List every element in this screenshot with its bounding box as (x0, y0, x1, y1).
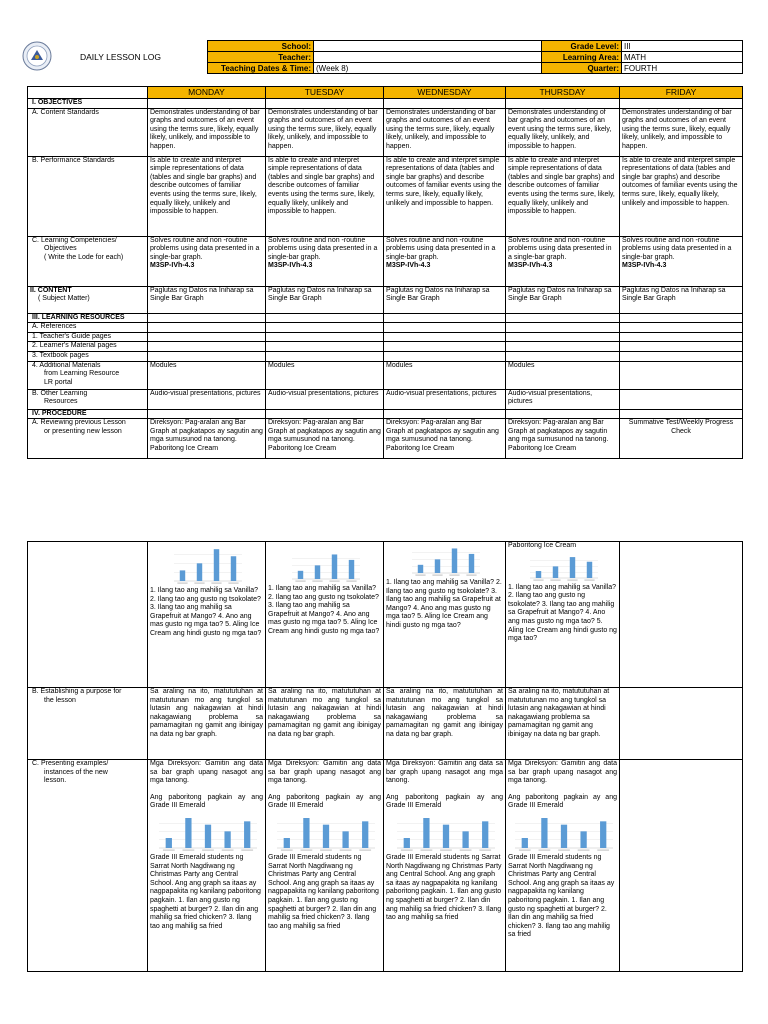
chart-bar (541, 818, 547, 848)
other-label (28, 389, 148, 409)
chart-tick-label (518, 849, 530, 850)
chart-tick-label (567, 579, 577, 580)
performance-wed: Is able to create and interpret simple representations of data (tables and single bar graphs) and describe outcomes of familiar events using the terms sure, likely, equally likely, unlikely and impossible to happen. (384, 156, 506, 236)
chart-tick-label (597, 849, 609, 850)
modules-tue: Modules (266, 361, 384, 389)
chart-bar (204, 825, 210, 848)
competency-label-line3: ( Write the Lode for each) (44, 253, 124, 261)
purpose-label (28, 688, 148, 760)
chart-bar (521, 838, 527, 848)
bar-chart-thu (524, 553, 602, 583)
other-mon: Audio-visual presentations, pictures (148, 389, 266, 409)
chart-bar (434, 559, 439, 573)
chart-tick-label (228, 583, 238, 584)
chart-bar (303, 818, 309, 848)
content-standards-wed: Demonstrates understanding of bar graphs and outcomes of an event using the terms sure, likely, equally likely, unlikely, and impossible to happen. (384, 108, 506, 156)
other-thu: Audio-visual presentations, pictures (506, 389, 620, 409)
dates-label: Teaching Dates & Time: (208, 63, 314, 74)
modules-thu: Modules (506, 361, 620, 389)
examples-intro: Mga Direksyon: Gamitin ang data sa bar graph upang nasagot ang mga tanong. (268, 760, 381, 785)
references-label: A. References (28, 323, 148, 333)
examples-mon (148, 760, 266, 972)
chart-tick-label (400, 849, 412, 850)
tg-label: 1. Teacher's Guide pages (28, 332, 148, 342)
chart-tick-label (194, 583, 204, 584)
chart-tick-label (182, 849, 194, 850)
content-label (28, 286, 148, 313)
chart-tick-label (346, 581, 356, 582)
food-chart-mon (153, 813, 261, 853)
performance-thu: Is able to create and interpret simple representations of data (tables and single bar graphs) and describe outcomes of familiar events using the terms sure, likely, equally likely, unlikely and impossible to happen. (506, 156, 620, 236)
chart-bar (314, 565, 319, 579)
day-thursday: THURSDAY (506, 87, 620, 99)
header-table (207, 40, 742, 74)
questions-thu (506, 542, 620, 688)
content-mon: Paglutas ng Datos na Iniharap sa Single Bar Graph (148, 286, 266, 313)
other-line1: B. Other Learning (32, 389, 88, 397)
examples-tue (266, 760, 384, 972)
examples-line3: lesson. (44, 777, 67, 785)
chart-bar (417, 565, 422, 573)
chart-bar (362, 821, 368, 848)
chart-bar (451, 548, 456, 573)
competency-text: Solves routine and non -routine problems using data presented in a single-bar graph. (150, 236, 260, 261)
competency-label (28, 236, 148, 286)
chart-tick-label (312, 581, 322, 582)
additional-line1: 4. Additional Materials (32, 361, 101, 369)
day-monday: MONDAY (148, 87, 266, 99)
bar-chart-mon (168, 544, 246, 586)
competency-code: M3SP-IVh-4.3 (622, 262, 667, 270)
additional-line3: LR portal (44, 378, 73, 386)
questions-text: 1. Ilang tao ang mahilig sa Vanilla? 2. Ilang tao ang gusto ng tsokolate? 3. Ilang tao ang mahilig sa Grapefruit at Mango? 4. Ano ang mas gusto ng mga tao? 5. Aling Ice Cream ang hindi gusto ng mga tao? (386, 579, 502, 629)
content-standards-label: A. Content Standards (28, 108, 148, 156)
lesson-table-page1 (27, 86, 742, 459)
deped-logo (22, 41, 52, 71)
resources-heading: III. LEARNING RESOURCES (28, 313, 148, 323)
food-chart-wed (391, 813, 499, 853)
chart-tick-label (420, 849, 432, 850)
day-friday: FRIDAY (620, 87, 743, 99)
competency-text: Solves routine and non -routine problems using data presented in a single-bar graph. (268, 236, 378, 261)
chart-tick-label (202, 849, 214, 850)
bar-chart-tue (286, 550, 364, 584)
chart-tick-label (339, 849, 351, 850)
bar-chart-wed (406, 544, 484, 578)
quarter-value: FOURTH (622, 63, 743, 74)
chart-bar (569, 557, 574, 578)
examples-sub: Ang paboritong pagkain ay ang Grade III Emerald (386, 793, 503, 810)
chart-tick-label (320, 849, 332, 850)
examples-intro: Mga Direksyon: Gamitin ang data sa bar graph upang nasagot ang mga tanong. (508, 760, 617, 785)
questions-wed (384, 542, 506, 688)
content-standards-thu: Demonstrates understanding of bar graphs and outcomes of an event using the terms sure, likely, equally likely, unlikely, and impossible to happen. (506, 108, 620, 156)
chart-tick-label (295, 581, 305, 582)
examples-label (28, 760, 148, 972)
modules-mon: Modules (148, 361, 266, 389)
review-line2: or presenting new lesson (44, 427, 122, 435)
chart-bar (283, 838, 289, 848)
chart-bar (442, 825, 448, 848)
chart-bar (403, 838, 409, 848)
content-tue: Paglutas ng Datos na Iniharap sa Single Bar Graph (266, 286, 384, 313)
textbook-label: 3. Textbook pages (28, 351, 148, 361)
examples-intro: Mga Direksyon: Gamitin ang data sa bar graph upang nasagot ang mga tanong. (150, 760, 263, 785)
chart-bar (331, 554, 336, 579)
competency-text: Solves routine and non -routine problems using data presented in a single-bar graph. (386, 236, 496, 261)
food-chart-thu (509, 813, 617, 853)
chart-bar (552, 566, 557, 578)
competency-label-line2: Objectives (44, 245, 77, 253)
chart-tick-label (440, 849, 452, 850)
chart-bar (586, 561, 591, 577)
competency-code: M3SP-IVh-4.3 (386, 262, 431, 270)
area-label: Learning Area: (542, 52, 622, 63)
review-thu: Direksyon: Pag-aralan ang Bar Graph at pagkatapos ay sagutin ang mga sumusunod na tanong. Paboritong Ice Cream (506, 419, 620, 459)
chart-tick-label (577, 849, 589, 850)
competency-wed (384, 236, 506, 286)
examples-wed (384, 760, 506, 972)
performance-tue: Is able to create and interpret simple representations of data (tables and single bar graphs) and describe outcomes of familiar events using the terms sure, likely, equally likely, unlikely and impossible to happen. (266, 156, 384, 236)
competency-tue (266, 236, 384, 286)
examples-text: Grade III Emerald students ng Sarrat North Nagdiwang ng Christmas Party ang Central School. Ang ang graph sa itaas ay nagpapakita ng kanilang paboritong pagkain. 1. Ilan ang gusto ng spaghetti at burger? 2. Ilan din ang mahilig sa fried chicken? 3. Ilang tao ang mahilig sa fried (508, 853, 615, 939)
competency-code: M3SP-IVh-4.3 (268, 262, 313, 270)
other-wed: Audio-visual presentations, pictures (384, 389, 506, 409)
content-fri: Paglutas ng Datos na Iniharap sa Single Bar Graph (620, 286, 743, 313)
procedure-heading: IV. PROCEDURE (28, 409, 148, 419)
chart-tick-label (558, 849, 570, 850)
chart-bar (196, 563, 201, 581)
chart-bar (560, 825, 566, 848)
examples-sub: Ang paboritong pagkain ay ang Grade III Emerald (268, 793, 381, 810)
grade-label: Grade Level: (542, 41, 622, 52)
content-standards-mon: Demonstrates understanding of bar graphs and outcomes of an event using the terms sure, likely, equally likely, unlikely, and impossible to happen. (148, 108, 266, 156)
chart-tick-label (221, 849, 233, 850)
chart-tick-label (533, 579, 543, 580)
performance-fri: Is able to create and interpret simple representations of data (tables and single bar graphs) and describe outcomes of familiar events using the terms sure, likely, equally likely, unlikely and impossible to happen. (620, 156, 743, 236)
chart-tick-label (329, 581, 339, 582)
other-line2: Resources (44, 398, 78, 406)
content-label-line2: ( Subject Matter) (38, 295, 90, 303)
chart-tick-label (359, 849, 371, 850)
food-chart-tue (271, 813, 379, 853)
review-line1: A. Reviewing previous Lesson (32, 419, 126, 427)
purpose-line1: B. Establishing a purpose for (32, 688, 122, 695)
chart-bar (600, 821, 606, 848)
chart-bar (423, 818, 429, 848)
other-tue: Audio-visual presentations, pictures (266, 389, 384, 409)
chart-tick-label (300, 849, 312, 850)
content-thu: Paglutas ng Datos na Iniharap sa Single Bar Graph (506, 286, 620, 313)
chart-tick-label (459, 849, 471, 850)
lm-label: 2. Learner's Material pages (28, 342, 148, 352)
day-tuesday: TUESDAY (266, 87, 384, 99)
purpose-mon: Sa araling na ito, matututuhan at matututunan mo ang tungkol sa lutasin ang nakagawian at hindi nakagawiang problema sa pamamagitan ng gamit ang ibinigay na data ng bar graph. (148, 688, 266, 760)
teacher-value (314, 52, 542, 63)
questions-tue (266, 542, 384, 688)
chart-tick-label (479, 849, 491, 850)
chart-tick-label (449, 575, 459, 576)
review-mon: Direksyon: Pag-aralan ang Bar Graph at pagkatapos ay sagutin ang mga sumusunod na tanong. Paboritong Ice Cream (148, 419, 266, 459)
chart-bar (468, 554, 473, 573)
chart-bar (342, 831, 348, 848)
questions-text: 1. Ilang tao ang mahilig sa Vanilla? 2. Ilang tao ang gusto ng tsokolate? 3. Ilang tao ang mahilig sa Grapefruit at Mango? 4. Ano ang mas gusto ng mga tao? 5. Aling Ice Cream ang hindi gusto ng mga tao? (268, 585, 380, 635)
chart-tick-label (280, 849, 292, 850)
chart-bar (224, 831, 230, 848)
examples-line2: instances of the new (44, 768, 108, 776)
objectives-heading: I. OBJECTIVES (28, 99, 148, 109)
additional-line2: from Learning Resource (44, 370, 120, 378)
chart-bar (462, 831, 468, 848)
purpose-tue: Sa araling na ito, matututuhan at matututunan mo ang tungkol sa lutasin ang nakagawian at hindi nakagawiang problema sa pamamagitan ng gamit ang ibinigay na data ng bar graph. (266, 688, 384, 760)
chart-bar (297, 571, 302, 579)
teacher-label: Teacher: (208, 52, 314, 63)
area-value: MATH (622, 52, 743, 63)
performance-mon: Is able to create and interpret simple representations of data (tables and single bar graphs) and describe outcomes of familiar events using the terms sure, likely, equally likely, unlikely and impossible to happen. (148, 156, 266, 236)
questions-text: 1. Ilang tao ang mahilig sa Vanilla? 2. Ilang tao ang gusto ng tsokolate? 3. Ilang tao ang mahilig sa Grapefruit at Mango? 4. Ano ang mas gusto ng mga tao? 5. Aling Ice Cream ang hindi gusto ng mga tao? (150, 587, 262, 637)
day-wednesday: WEDNESDAY (384, 87, 506, 99)
chart-bar (179, 570, 184, 581)
performance-label: B. Performance Standards (28, 156, 148, 236)
chart-bar (185, 818, 191, 848)
competency-text: Solves routine and non -routine problems using data presented in a single-bar graph. (622, 236, 732, 261)
chart-tick-label (550, 579, 560, 580)
chart-tick-label (241, 849, 253, 850)
chart-bar (535, 571, 540, 578)
competency-text: Solves routine and non -routine problems using data presented in a single-bar graph. (508, 236, 612, 261)
content-standards-tue: Demonstrates understanding of bar graphs and outcomes of an event using the terms sure, likely, equally likely, unlikely, and impossible to happen. (266, 108, 384, 156)
school-value (314, 41, 542, 52)
purpose-wed: Sa araling na ito, matututuhan at matututunan mo ang tungkol sa lutasin ang nakagawian at hindi nakagawiang problema sa pamamagitan ng gamit ang ibinigay na data ng bar graph. (384, 688, 506, 760)
modules-wed: Modules (384, 361, 506, 389)
quarter-label: Quarter: (542, 63, 622, 74)
questions-mon (148, 542, 266, 688)
chart-tick-label (432, 575, 442, 576)
lesson-table-page2 (27, 541, 742, 972)
chart-bar (230, 556, 235, 581)
examples-sub: Ang paboritong pagkain ay ang Grade III Emerald (508, 793, 617, 810)
examples-text: Grade III Emerald students ng Sarrat North Nagdiwang ng Christmas Party ang Central School. Ang ang graph sa itaas ay nagpapakita ng kanilang paboritong pagkain. 1. Ilan ang gusto ng spaghetti at burger? 2. Ilan din ang mahilig sa fried chicken? 3. Ilang tao ang mahilig sa fried (150, 853, 261, 930)
examples-intro: Mga Direksyon: Gamitin ang data sa bar graph upang nasagot ang mga tanong. (386, 760, 503, 785)
purpose-line2: the lesson (44, 696, 76, 704)
chart-title: Paboritong Ice Cream (508, 542, 577, 549)
competency-code: M3SP-IVh-4.3 (508, 262, 553, 270)
chart-tick-label (177, 583, 187, 584)
competency-code: M3SP-IVh-4.3 (150, 262, 195, 270)
chart-tick-label (162, 849, 174, 850)
competency-mon (148, 236, 266, 286)
chart-bar (213, 549, 218, 581)
chart-tick-label (211, 583, 221, 584)
review-wed: Direksyon: Pag-aralan ang Bar Graph at pagkatapos ay sagutin ang mga sumusunod na tanong. Paboritong Ice Cream (384, 419, 506, 459)
chart-bar (244, 821, 250, 848)
chart-bar (165, 838, 171, 848)
content-label-line1: II. CONTENT (30, 286, 72, 294)
header-title: DAILY LESSON LOG (80, 52, 161, 62)
chart-bar (348, 560, 353, 579)
examples-sub: Ang paboritong pagkain ay ang Grade III Emerald (150, 793, 263, 810)
purpose-thu: Sa araling na ito, matututuhan at matututunan mo ang tungkol sa lutasin ang nakagawian at hindi nakagawiang problema sa pamamagitan ng gamit ang ibinigay na data ng bar graph. (506, 688, 620, 760)
chart-tick-label (466, 575, 476, 576)
content-wed: Paglutas ng Datos na Iniharap sa Single Bar Graph (384, 286, 506, 313)
examples-line1: C. Presenting examples/ (32, 760, 109, 767)
questions-text: 1. Ilang tao ang mahilig sa Vanilla? 2. Ilang tao ang gusto ng tsokolate? 3. Ilang tao ang mahilig sa Grapefruit at Mango? 4. Ano ang mas gusto ng mga tao? 5. Aling Ice Cream ang hindi gusto ng mga tao? (508, 583, 617, 643)
examples-thu (506, 760, 620, 972)
dates-value: (Week 8) (314, 63, 542, 74)
content-standards-fri: Demonstrates understanding of bar graphs and outcomes of an event using the terms sure, likely, equally likely, unlikely, and impossible to happen. (620, 108, 743, 156)
review-fri: Summative Test/Weekly Progress Check (620, 419, 743, 459)
chart-bar (322, 825, 328, 848)
competency-fri (620, 236, 743, 286)
chart-bar (580, 831, 586, 848)
chart-tick-label (415, 575, 425, 576)
chart-tick-label (538, 849, 550, 850)
chart-tick-label (584, 579, 594, 580)
competency-label-line1: C. Learning Competencies/ (32, 236, 117, 244)
chart-bar (482, 821, 488, 848)
review-label (28, 419, 148, 459)
additional-label (28, 361, 148, 389)
grade-value: III (622, 41, 743, 52)
competency-thu (506, 236, 620, 286)
examples-text: Grade III Emerald students ng Sarrat North Nagdiwang ng Christmas Party ang Central School. Ang ang graph sa itaas ay nagpapakita ng kanilang paboritong pagkain. 1. Ilan ang gusto ng spaghetti at burger? 2. Ilan din ang mahilig sa fried chicken? 3. Ilang tao ang mahilig sa fried (268, 853, 379, 930)
school-label: School: (208, 41, 314, 52)
review-tue: Direksyon: Pag-aralan ang Bar Graph at pagkatapos ay sagutin ang mga sumusunod na tanong. Paboritong Ice Cream (266, 419, 384, 459)
examples-text: Grade III Emerald students ng Sarrat North Nagdiwang ng Christmas Party ang Central School. Ang ang graph sa itaas ay nagpapakita ng kanilang paboritong pagkain. 1. Ilan ang gusto ng spaghetti at burger? 2. Ilan din ang mahilig sa fried chicken? 3. Ilang tao ang mahilig sa fried (386, 853, 502, 922)
